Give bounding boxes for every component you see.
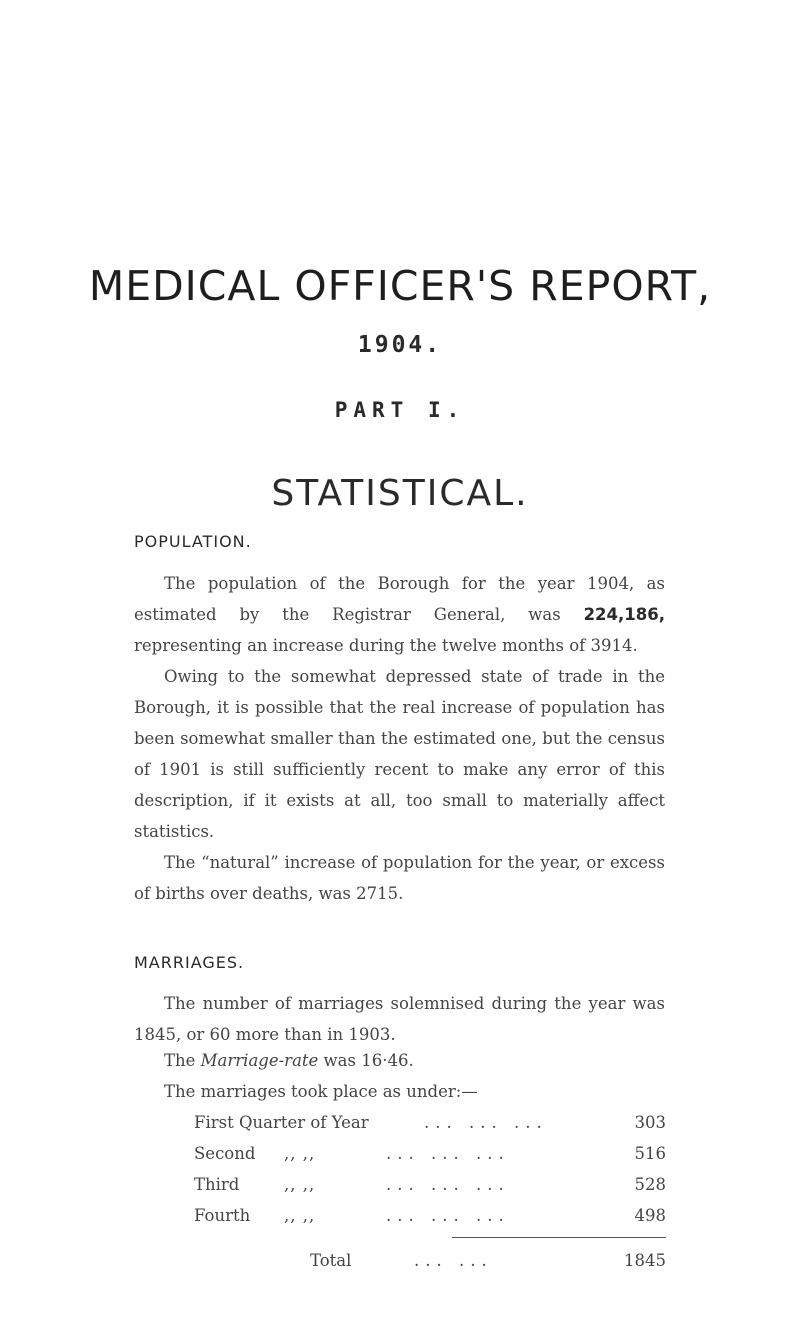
marriage-rate-line <box>164 1051 414 1070</box>
total-value: 1845 <box>624 1251 666 1270</box>
leader-dots: ... ... <box>414 1251 493 1270</box>
population-text-end: representing an increase during the twelve months of 3914. <box>134 636 638 655</box>
ditto-marks: ,, ,, <box>284 1175 316 1194</box>
leader-dots: ... ... ... <box>424 1113 548 1132</box>
population-heading: POPULATION. <box>134 532 252 551</box>
section-title: STATISTICAL. <box>271 473 529 514</box>
leader-dots: ... ... ... <box>386 1144 510 1163</box>
quarter-label: First Quarter of Year <box>194 1113 369 1132</box>
table-row <box>194 1113 666 1144</box>
total-rule <box>452 1237 666 1238</box>
leader-dots: ... ... ... <box>386 1206 510 1225</box>
ditto-marks: ,, ,, <box>284 1206 316 1225</box>
quarter-label: Third <box>194 1175 240 1194</box>
table-row <box>194 1144 666 1175</box>
population-figure: 224,186, <box>583 605 665 624</box>
ditto-marks: ,, ,, <box>284 1144 316 1163</box>
marriages-paragraph-1: The number of marriages solemnised during the year was 1845, or 60 more than in 1903. <box>134 994 665 1044</box>
rate-prefix: The <box>164 1051 201 1070</box>
quarter-value: 498 <box>634 1206 666 1225</box>
table-row <box>194 1206 666 1237</box>
population-paragraph-2: Owing to the somewhat depressed state of trade in the Borough, it is possible that the real increase of population has been somewhat smaller than the estimated one, but the census of 1901 is still sufficiently recent to make any error of this description, if it exists at all, too small to materially affect statistics. <box>134 667 665 841</box>
leader-dots: ... ... ... <box>386 1175 510 1194</box>
population-paragraph-1 <box>134 568 665 661</box>
report-title: MEDICAL OFFICER'S REPORT, <box>88 262 712 310</box>
population-text: The population of the Borough for the year 1904, as estimated by the Registrar General, was <box>134 574 665 624</box>
marriages-heading: MARRIAGES. <box>134 953 245 972</box>
total-label: Total <box>310 1251 352 1270</box>
quarter-label: Second <box>194 1144 256 1163</box>
quarter-value: 528 <box>634 1175 666 1194</box>
marriage-rate-value: was 16·46. <box>318 1051 414 1070</box>
quarter-value: 303 <box>634 1113 666 1132</box>
marriage-rate-label: Marriage-rate <box>200 1051 319 1070</box>
marriages-intro: The marriages took place as under:— <box>164 1082 478 1101</box>
part-label: PART I. <box>334 398 466 422</box>
population-paragraph-3: The “natural” increase of population for the year, or excess of births over deaths, was 2715. <box>134 853 665 903</box>
marriages-by-quarter-table <box>194 1113 666 1270</box>
table-row <box>194 1175 666 1206</box>
quarter-value: 516 <box>634 1144 666 1163</box>
quarter-label: Fourth <box>194 1206 251 1225</box>
report-year: 1904. <box>357 332 443 358</box>
total-row <box>194 1251 666 1282</box>
